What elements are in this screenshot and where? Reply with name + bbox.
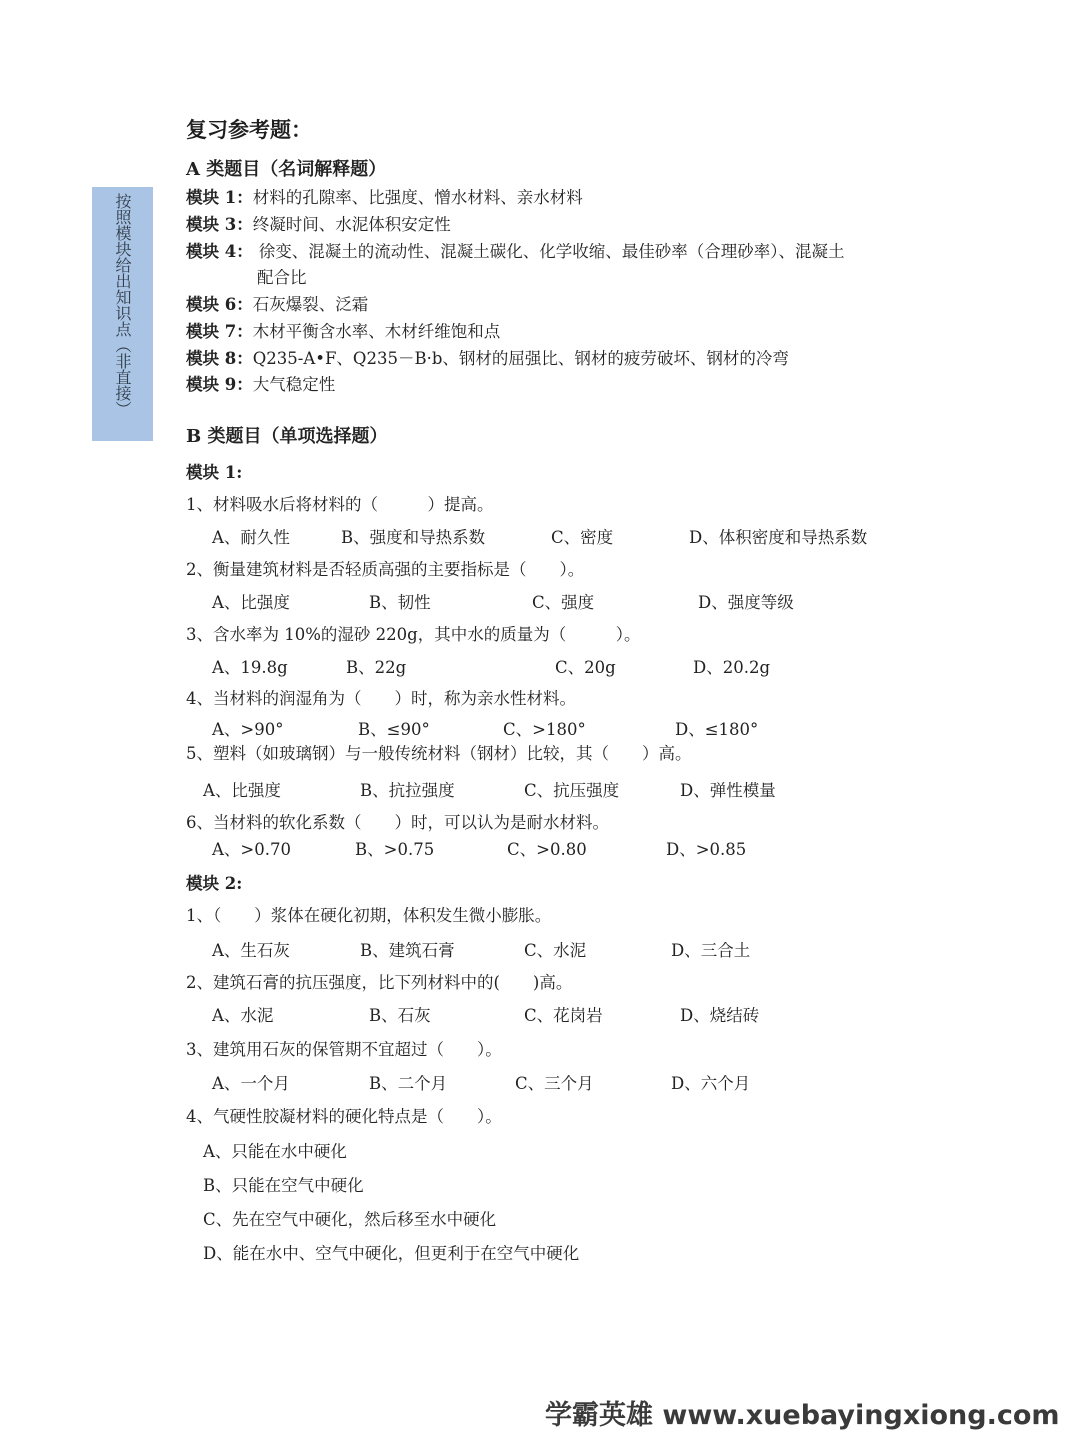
option: D、烧结砖: [680, 1006, 760, 1025]
option: A、只能在水中硬化: [203, 1142, 347, 1161]
item-text: 石灰爆裂、泛霜: [252, 295, 369, 314]
option: C、水泥: [524, 941, 587, 960]
section-a-item: [186, 371, 335, 395]
option: A、19.8g: [212, 658, 288, 677]
option: B、石灰: [369, 1006, 431, 1025]
option: B、>0.75: [355, 840, 435, 859]
question: 2、建筑石膏的抗压强度，比下列材料中的( )高。: [186, 973, 573, 992]
option: B、二个月: [369, 1074, 448, 1093]
module-1-label: 模块 1:: [186, 463, 243, 482]
option: B、22g: [346, 658, 407, 677]
item-text: 材料的孔隙率、比强度、憎水材料、亲水材料: [252, 188, 583, 207]
option: D、>0.85: [666, 840, 747, 859]
option: C、>0.80: [507, 840, 587, 859]
module-label: 模块 3：: [186, 215, 253, 234]
page-title: 复习参考题：: [186, 118, 312, 142]
module-2-label: 模块 2:: [186, 874, 243, 893]
module-label: 模块 8：: [186, 349, 253, 368]
option: D、六个月: [671, 1074, 751, 1093]
section-a-item: [186, 184, 583, 208]
item-text-continued: 配合比: [257, 268, 307, 287]
question: 4、当材料的润湿角为（ ）时，称为亲水性材料。: [186, 689, 576, 708]
option: D、≤180°: [675, 720, 759, 739]
question: 4、气硬性胶凝材料的硬化特点是（ ）。: [186, 1107, 502, 1126]
section-a-item: [186, 318, 500, 342]
option: C、20g: [555, 658, 616, 677]
module-label: 模块 9：: [186, 375, 253, 394]
option: C、先在空气中硬化，然后移至水中硬化: [203, 1210, 497, 1229]
option: D、弹性模量: [680, 781, 776, 800]
option: B、抗拉强度: [360, 781, 455, 800]
option: D、能在水中、空气中硬化，但更利于在空气中硬化: [203, 1244, 580, 1263]
section-a-heading: A 类题目（名词解释题）: [186, 159, 387, 180]
option: C、强度: [532, 593, 595, 612]
option: A、>90°: [212, 720, 284, 739]
option: A、比强度: [203, 781, 281, 800]
question: 3、含水率为 10%的湿砂 220g，其中水的质量为（ ）。: [186, 625, 641, 644]
option: D、三合土: [671, 941, 751, 960]
option: C、密度: [551, 528, 614, 547]
item-text: 徐变、混凝土的流动性、混凝土碳化、化学收缩、最佳砂率（合理砂率）、混凝土: [258, 242, 845, 261]
side-tab: [92, 187, 153, 441]
option: D、体积密度和导热系数: [689, 528, 868, 547]
section-a-item: [186, 238, 844, 262]
module-label: 模块 6：: [186, 295, 253, 314]
module-label: 模块 7：: [186, 322, 253, 341]
option: D、强度等级: [698, 593, 794, 612]
item-text: 大气稳定性: [252, 375, 336, 394]
question: 6、当材料的软化系数（ ）时，可以认为是耐水材料。: [186, 813, 609, 832]
option: A、水泥: [212, 1006, 274, 1025]
option: A、生石灰: [212, 941, 290, 960]
option: C、三个月: [515, 1074, 594, 1093]
section-a-item: [186, 211, 451, 235]
item-text: Q235-A•F、Q235－B·b、钢材的屈强比、钢材的疲劳破坏、钢材的冷弯: [252, 349, 789, 368]
option: B、建筑石膏: [360, 941, 455, 960]
question: 2、衡量建筑材料是否轻质高强的主要指标是（ ）。: [186, 560, 585, 579]
question: 3、建筑用石灰的保管期不宜超过（ ）。: [186, 1040, 502, 1059]
section-a-item: [186, 345, 789, 369]
option: A、>0.70: [212, 840, 291, 859]
item-text: 木材平衡含水率、木材纤维饱和点: [252, 322, 501, 341]
option: B、≤90°: [358, 720, 430, 739]
option: B、只能在空气中硬化: [203, 1176, 364, 1195]
option: A、比强度: [212, 593, 290, 612]
side-tab-label: 按照模块给出知识点（非直接）: [113, 193, 132, 417]
item-text: 终凝时间、水泥体积安定性: [252, 215, 451, 234]
watermark: 学霸英雄 www.xuebayingxiong.com: [545, 1400, 1060, 1431]
question: 5、塑料（如玻璃钢）与一般传统材料（钢材）比较，其（ ）高。: [186, 744, 692, 763]
question: 1、（ ）浆体在硬化初期，体积发生微小膨胀。: [186, 906, 552, 925]
option: C、>180°: [503, 720, 586, 739]
module-label: 模块 4：: [186, 242, 253, 261]
option: A、一个月: [212, 1074, 290, 1093]
section-b-heading: B 类题目（单项选择题）: [186, 426, 388, 447]
option: B、韧性: [369, 593, 431, 612]
question: 1、材料吸水后将材料的（ ）提高。: [186, 495, 494, 514]
option: D、20.2g: [693, 658, 771, 677]
option: B、强度和导热系数: [341, 528, 486, 547]
option: C、抗压强度: [524, 781, 620, 800]
module-label: 模块 1：: [186, 188, 253, 207]
option: C、花岗岩: [524, 1006, 603, 1025]
option: A、耐久性: [212, 528, 290, 547]
section-a-item: [186, 291, 368, 315]
